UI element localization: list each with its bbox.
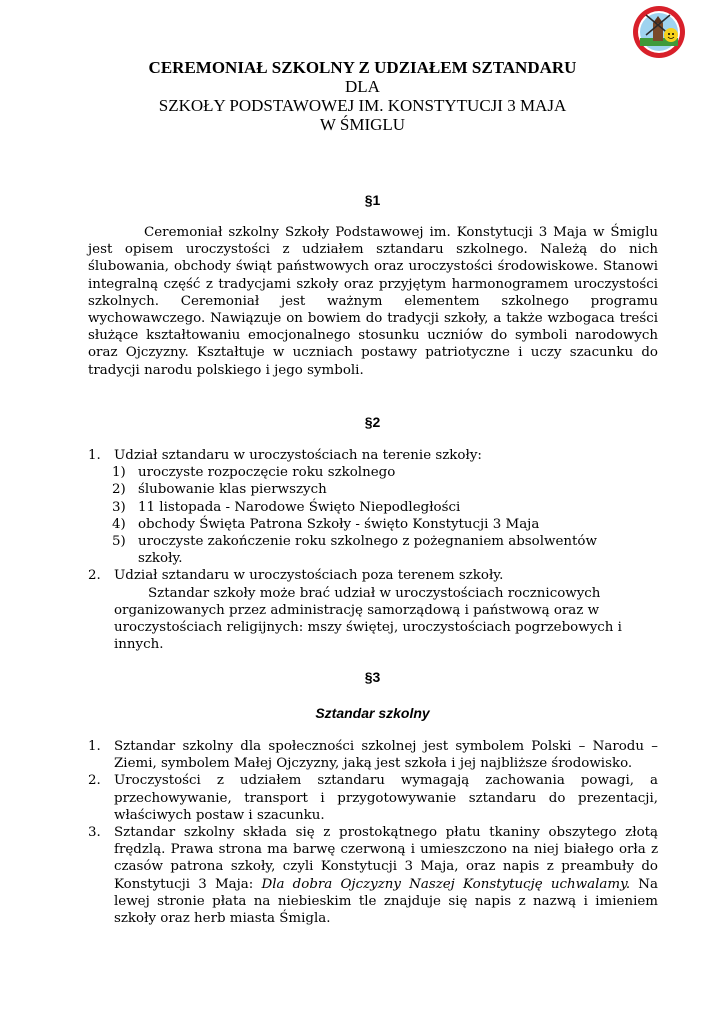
section-1-heading: §1 bbox=[364, 192, 381, 208]
title-line-4: W ŚMIGLU bbox=[319, 115, 406, 134]
sub-list-item: 4) obchody Święta Patrona Szkoły - święto Konstytucji 3 Maja bbox=[112, 516, 540, 532]
section-3-subtitle: Sztandar szkolny bbox=[315, 705, 430, 721]
title-line-2: DLA bbox=[345, 77, 380, 96]
section-3-list bbox=[88, 738, 658, 927]
list-item: 1. Sztandar szkolny dla społeczności szkolnej jest symbolem Polski – Narodu – Ziemi, symbolem Małej Ojczyzny, jaką jest szkoła i jej najbliższe środowisko. bbox=[88, 739, 658, 772]
school-logo-icon bbox=[632, 5, 686, 59]
list-item-paragraph: Sztandar szkoły może brać udział w uroczystościach rocznicowych organizowanych przez administrację samorządową i państwową oraz w uroczystościach religijnych: mszy świętej, uroczystościach pogrzebowych i innych. bbox=[114, 585, 622, 653]
list-item: 2. Udział sztandaru w uroczystościach poza terenem szkoły. bbox=[88, 568, 504, 584]
sub-list-item: 3) 11 listopada - Narodowe Święto Niepodległości bbox=[112, 499, 461, 515]
section-1-paragraph: Ceremoniał szkolny Szkoły Podstawowej im. Konstytucji 3 Maja w Śmiglu jest opisem uroczystości z udziałem sztandaru szkolnego. Należą do nich ślubowania, obchody świąt państwowych oraz uroczystości środowiskowe. Stanowi integralną część z tradycjami szkoły oraz przyjętym harmonogramem uroczystości szkolnych. Ceremoniał jest ważnym elementem szkolnego programu wychowawczego. Nawiązuje on bowiem do tradycji szkoły, a także wzbogaca treści służące kształtowaniu emocjonalnego stosunku uczniów do symboli narodowych oraz Ojczyzny. Kształtuje w uczniach postawy patriotyczne i uczy szacunku do tradycji narodu polskiego i jego symboli. bbox=[88, 225, 658, 378]
sub-list-item: 1) uroczyste rozpoczęcie roku szkolnego bbox=[112, 465, 396, 481]
list-item: 2. Uroczystości z udziałem sztandaru wymagają zachowania powagi, a przechowywanie, transport i przygotowywanie sztandaru do prezentacji, właściwych postaw i szacunku. bbox=[88, 773, 658, 823]
sub-list-item: 2) ślubowanie klas pierwszych bbox=[112, 482, 327, 498]
section-3-heading: §3 bbox=[364, 669, 381, 685]
constitution-quote: Dla dobra Ojczyzny Naszej Konstytucję uchwalamy. bbox=[261, 876, 631, 892]
sub-list-item: 5) uroczyste zakończenie roku szkolnego z pożegnaniem absolwentów szkoły. bbox=[112, 534, 597, 567]
title-line-1: CEREMONIAŁ SZKOLNY Z UDZIAŁEM SZTANDARU bbox=[148, 58, 577, 77]
list-item: 1. Udział sztandaru w uroczystościach na terenie szkoły: bbox=[88, 448, 482, 463]
section-2-list bbox=[88, 447, 660, 653]
title-line-3: SZKOŁY PODSTAWOWEJ IM. KONSTYTUCJI 3 MAJA bbox=[158, 96, 567, 115]
section-2-heading: §2 bbox=[364, 414, 381, 430]
list-item: 3. Sztandar szkolny składa się z prostokątnego płatu tkaniny obszytego złotą frędzlą. Prawa strona ma barwę czerwoną i umieszczono na niej białego orła z czasów patrona szkoły, czyli Konstytucji 3 Maja, oraz napis z preambuły do Konstytucji 3 Maja: Dla dobra Ojczyzny Naszej Konstytucję uchwalamy. Na lewej stronie płata na niebieskim tle znajduje się napis z nazwą i imieniem szkoły oraz herb miasta Śmigla. bbox=[88, 825, 658, 927]
document-title bbox=[0, 58, 725, 134]
